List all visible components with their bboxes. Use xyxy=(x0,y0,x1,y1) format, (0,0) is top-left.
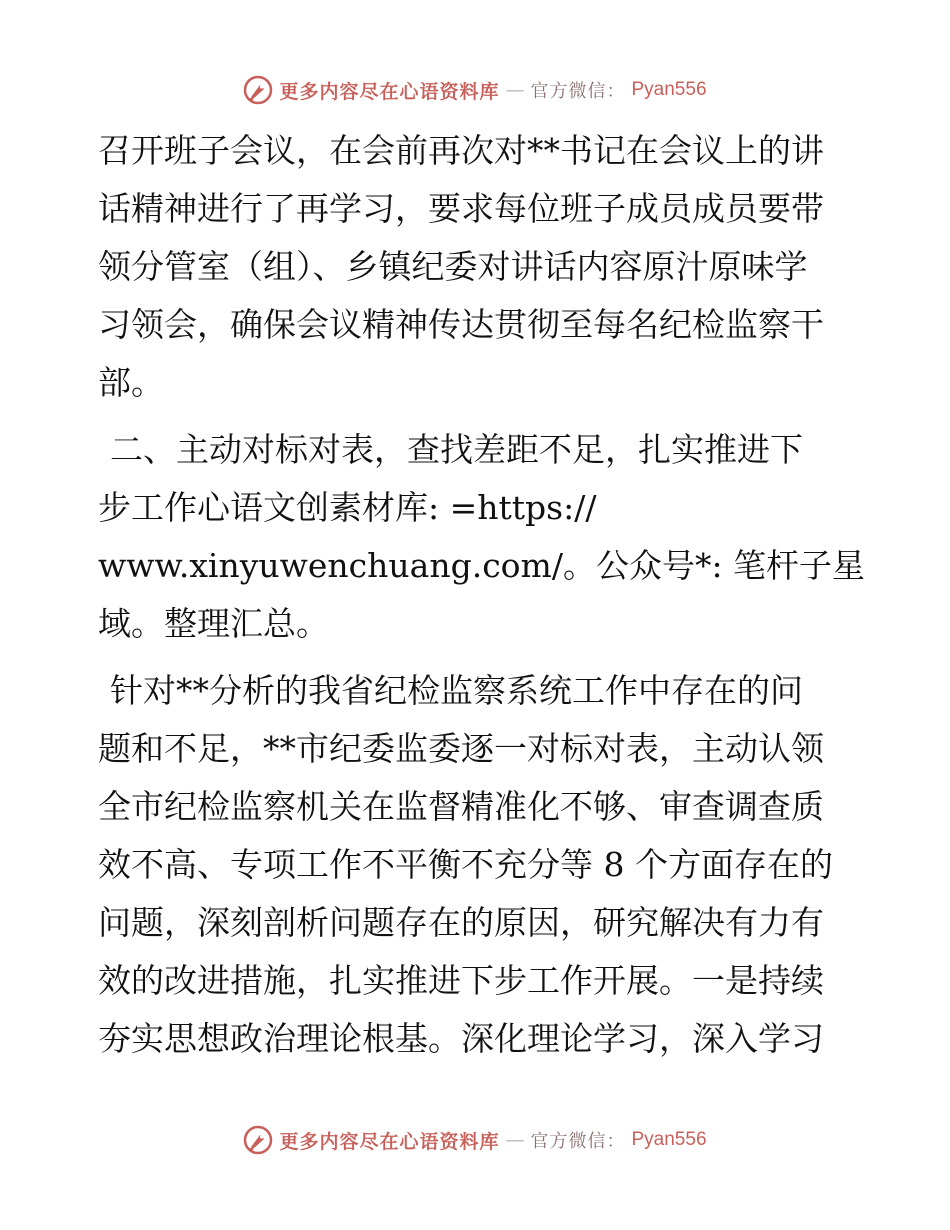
header-banner xyxy=(0,70,950,110)
text-line: 针对**分析的我省纪检监察系统工作中存在的问 xyxy=(110,671,803,710)
text-line: 领分管室（组）、乡镇纪委对讲话内容原汁原味学 xyxy=(98,247,808,286)
banner-title: 更多内容尽在心语资料库 xyxy=(279,1130,500,1153)
text-line: 问题，深刻剖析问题存在的原因，研究解决有力有 xyxy=(98,903,824,942)
banner-wechat-id: Pyan556 xyxy=(631,1129,707,1150)
text-line: 题和不足，**市纪委监委逐一对标对表，主动认领 xyxy=(98,729,824,768)
pen-nib-logo-icon xyxy=(243,75,273,105)
banner-wechat-label: 官方微信： xyxy=(530,81,626,102)
text-line: 域。整理汇总。 xyxy=(98,604,329,643)
paragraph-3 xyxy=(98,662,858,1068)
banner-wechat-label: 官方微信： xyxy=(530,1131,626,1152)
text-line: 部。 xyxy=(98,363,164,402)
text-line: 全市纪检监察机关在监督精准化不够、审查调查质 xyxy=(98,787,824,826)
footer-banner xyxy=(0,1120,950,1160)
text-line: 话精神进行了再学习，要求每位班子成员成员要带 xyxy=(98,189,824,228)
banner-wechat-id: Pyan556 xyxy=(631,79,707,100)
banner-title: 更多内容尽在心语资料库 xyxy=(279,80,500,103)
pen-nib-logo-icon xyxy=(243,1125,273,1155)
text-line: www.xinyuwenchuang.com/。公众号*: 笔杆子星 xyxy=(98,546,866,585)
banner-dash: — xyxy=(505,79,525,101)
text-line: 效的改进措施，扎实推进下步工作开展。一是持续 xyxy=(98,961,824,1000)
document-body xyxy=(98,122,866,1068)
paragraph-1 xyxy=(98,122,858,412)
section-heading-line: 二、主动对标对表，查找差距不足，扎实推进下 xyxy=(110,430,803,469)
text-line: 夯实思想政治理论根基。深化理论学习，深入学习 xyxy=(98,1019,824,1058)
text-line: 召开班子会议，在会前再次对**书记在会议上的讲 xyxy=(98,131,824,170)
banner-dash: — xyxy=(505,1129,525,1151)
text-line: 习领会，确保会议精神传达贯彻至每名纪检监察干 xyxy=(98,305,824,344)
text-line: 效不高、专项工作不平衡不充分等 8 个方面存在的 xyxy=(98,845,833,884)
paragraph-2-heading xyxy=(98,421,866,653)
text-line: 步工作心语文创素材库: =https:// xyxy=(98,488,597,527)
